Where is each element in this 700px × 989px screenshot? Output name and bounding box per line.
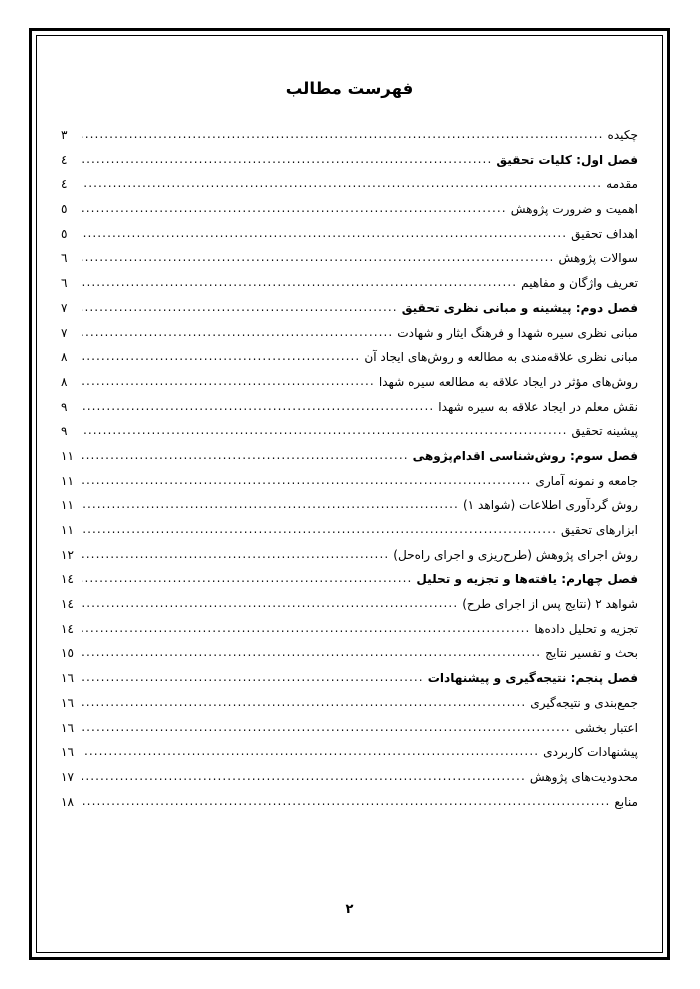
- toc-leader-dots: [82, 542, 389, 567]
- toc-entry-label: شواهد ۲ (نتایج پس از اجرای طرح): [462, 597, 638, 612]
- toc-leader-dots: [82, 394, 434, 419]
- toc-entry[interactable]: [61, 567, 638, 592]
- toc-entry[interactable]: [61, 716, 638, 741]
- toc-leader-dots: [82, 640, 541, 665]
- toc-entry-page-number: ۱۱: [61, 523, 74, 537]
- toc-entry-page-number: ۳: [61, 128, 68, 142]
- toc-entry-label: فصل اول: کلیات تحقیق: [496, 152, 638, 167]
- toc-entry[interactable]: [61, 296, 638, 321]
- toc-entry-page-number: ۱٦: [61, 695, 74, 710]
- toc-entry-page-number: ۱٦: [61, 745, 74, 760]
- toc-entry-label: بحث و تفسیر نتایج: [545, 646, 638, 661]
- toc-entry-label: تجزیه و تحلیل داده‌ها: [534, 621, 638, 636]
- toc-leader-dots: [82, 245, 554, 270]
- toc-entry-page-number: ۱٦: [61, 671, 74, 686]
- toc-leader-dots: [82, 196, 507, 221]
- toc-leader-dots: [82, 616, 530, 641]
- toc-entry-label: فصل سوم: روش‌شناسی اقدام‌پژوهی: [412, 448, 638, 463]
- toc-entry[interactable]: [61, 765, 638, 790]
- toc-entry-page-number: ٦: [61, 276, 68, 291]
- toc-entry-page-number: ۹: [61, 399, 68, 414]
- page-content: [32, 31, 667, 957]
- toc-entry[interactable]: [61, 321, 638, 346]
- toc-entry-label: مقدمه: [606, 177, 638, 192]
- toc-entry[interactable]: [61, 172, 638, 197]
- toc-entry[interactable]: [61, 469, 638, 494]
- toc-entry[interactable]: [61, 222, 638, 247]
- toc-entry-label: روش‌های مؤثر در ایجاد علاقه به مطالعه سیره شهدا: [378, 374, 638, 389]
- toc-entry[interactable]: [61, 419, 638, 444]
- toc-leader-dots: [82, 171, 602, 196]
- toc-entry-label: پیشنهادات کاربردی: [543, 745, 638, 760]
- toc-entry-page-number: ۱۸: [61, 794, 74, 809]
- page-number-folio: ۲: [345, 902, 354, 917]
- toc-entry-page-number: ۷: [61, 325, 68, 340]
- toc-entry[interactable]: [61, 444, 638, 469]
- toc-leader-dots: [82, 147, 492, 172]
- toc-entry[interactable]: [61, 691, 638, 716]
- toc-entry-label: محدودیت‌های پژوهش: [529, 769, 638, 784]
- toc-entry-label: ابزارهای تحقیق: [561, 523, 638, 537]
- toc-entry-label: پیشینه تحقیق: [571, 424, 638, 439]
- toc-leader-dots: [82, 122, 604, 147]
- toc-leader-dots: [82, 468, 531, 493]
- toc-entry[interactable]: [61, 246, 638, 271]
- toc-entry[interactable]: [61, 790, 638, 815]
- toc-leader-dots: [82, 418, 568, 443]
- toc-entry[interactable]: [61, 740, 638, 765]
- toc-entry-label: نقش معلم در ایجاد علاقه به سیره شهدا: [438, 399, 638, 414]
- toc-entry-label: فصل چهارم: یافته‌ها و تجزیه و تحلیل: [416, 572, 638, 587]
- toc-entry-label: اعتبار بخشی: [574, 720, 638, 735]
- toc-entry-label: روش اجرای پژوهش (طرح‌ریزی و اجرای راه‌حل): [393, 547, 638, 562]
- toc-entry-label: مبانی نظری سیره شهدا و فرهنگ ایثار و شهادت: [397, 325, 638, 340]
- toc-entry[interactable]: [61, 518, 638, 543]
- toc-entry-label: فصل پنجم: نتیجه‌گیری و پیشنهادات: [427, 671, 638, 686]
- toc-leader-dots: [82, 789, 610, 814]
- toc-entry-label: فصل دوم: پیشینه و مبانی نظری تحقیق: [401, 300, 638, 315]
- toc-entry-label: چکیده: [607, 128, 638, 142]
- toc-entry-label: منابع: [614, 794, 638, 809]
- toc-leader-dots: [82, 270, 517, 295]
- toc-entry-label: اهداف تحقیق: [571, 226, 638, 241]
- toc-entry-page-number: ۱۱: [61, 498, 74, 513]
- toc-entry-label: مبانی نظری علاقه‌مندی به مطالعه و روش‌های ایجاد آن: [364, 350, 638, 365]
- toc-leader-dots: [82, 492, 459, 517]
- toc-entry-page-number: ۱٥: [61, 646, 74, 661]
- toc-entry-label: اهمیت و ضرورت پژوهش: [510, 202, 638, 217]
- toc-entry-page-number: ۱٦: [61, 720, 74, 735]
- toc-leader-dots: [82, 566, 412, 591]
- toc-leader-dots: [82, 320, 393, 345]
- toc-leader-dots: [82, 344, 360, 369]
- toc-leader-dots: [82, 443, 409, 468]
- toc-entry[interactable]: [61, 641, 638, 666]
- toc-entry-page-number: ۱٤: [61, 572, 74, 587]
- toc-entry-page-number: ۱۱: [61, 448, 74, 463]
- toc-leader-dots: [82, 221, 567, 246]
- toc-leader-dots: [82, 739, 539, 764]
- toc-entry-label: تعریف واژگان و مفاهیم: [521, 276, 638, 291]
- toc-entry[interactable]: [61, 345, 638, 370]
- toc-leader-dots: [82, 715, 571, 740]
- toc-entry-page-number: ٦: [61, 251, 68, 266]
- toc-entry[interactable]: [61, 395, 638, 420]
- toc-entry[interactable]: [61, 370, 638, 395]
- toc-entry-label: روش گردآوری اطلاعات (شواهد ۱): [462, 498, 638, 513]
- toc-entry-page-number: ۸: [61, 350, 68, 365]
- toc-entry-label: سوالات پژوهش: [558, 251, 638, 266]
- toc-entry-page-number: ۱۲: [61, 547, 74, 562]
- toc-entry-page-number: ۱٤: [61, 597, 74, 612]
- toc-leader-dots: [82, 665, 424, 690]
- toc-entry-page-number: ۱۱: [61, 473, 74, 488]
- toc-entry[interactable]: [61, 543, 638, 568]
- toc-entry[interactable]: [61, 493, 638, 518]
- toc-entry[interactable]: [61, 617, 638, 642]
- page-title: فهرست مطالب: [285, 79, 414, 98]
- toc-entry-page-number: ٤: [61, 152, 68, 167]
- toc-entry[interactable]: [61, 592, 638, 617]
- toc-entry[interactable]: [61, 197, 638, 222]
- toc-entry[interactable]: [61, 148, 638, 173]
- toc-entry-page-number: ۸: [61, 374, 68, 389]
- toc-leader-dots: [82, 764, 526, 789]
- toc-leader-dots: [82, 517, 557, 542]
- toc-entry-page-number: ٤: [61, 177, 68, 192]
- toc-entry-page-number: ۱٤: [61, 621, 74, 636]
- page-border-outer: [29, 28, 670, 960]
- toc-leader-dots: [82, 369, 375, 394]
- table-of-contents-list: [61, 123, 638, 814]
- toc-entry[interactable]: [61, 271, 638, 296]
- toc-entry-page-number: ٥: [61, 202, 68, 217]
- toc-entry-label: جامعه و نمونه آماری: [535, 473, 638, 488]
- toc-leader-dots: [82, 690, 526, 715]
- toc-leader-dots: [82, 591, 458, 616]
- toc-entry-label: جمع‌بندی و نتیجه‌گیری: [530, 695, 638, 710]
- toc-entry-page-number: ۱۷: [61, 769, 74, 784]
- toc-entry-page-number: ۷: [61, 300, 68, 315]
- toc-entry[interactable]: [61, 666, 638, 691]
- toc-entry-page-number: ٥: [61, 226, 68, 241]
- toc-entry-page-number: ۹: [61, 424, 68, 439]
- toc-leader-dots: [82, 295, 398, 320]
- toc-entry[interactable]: [61, 123, 638, 148]
